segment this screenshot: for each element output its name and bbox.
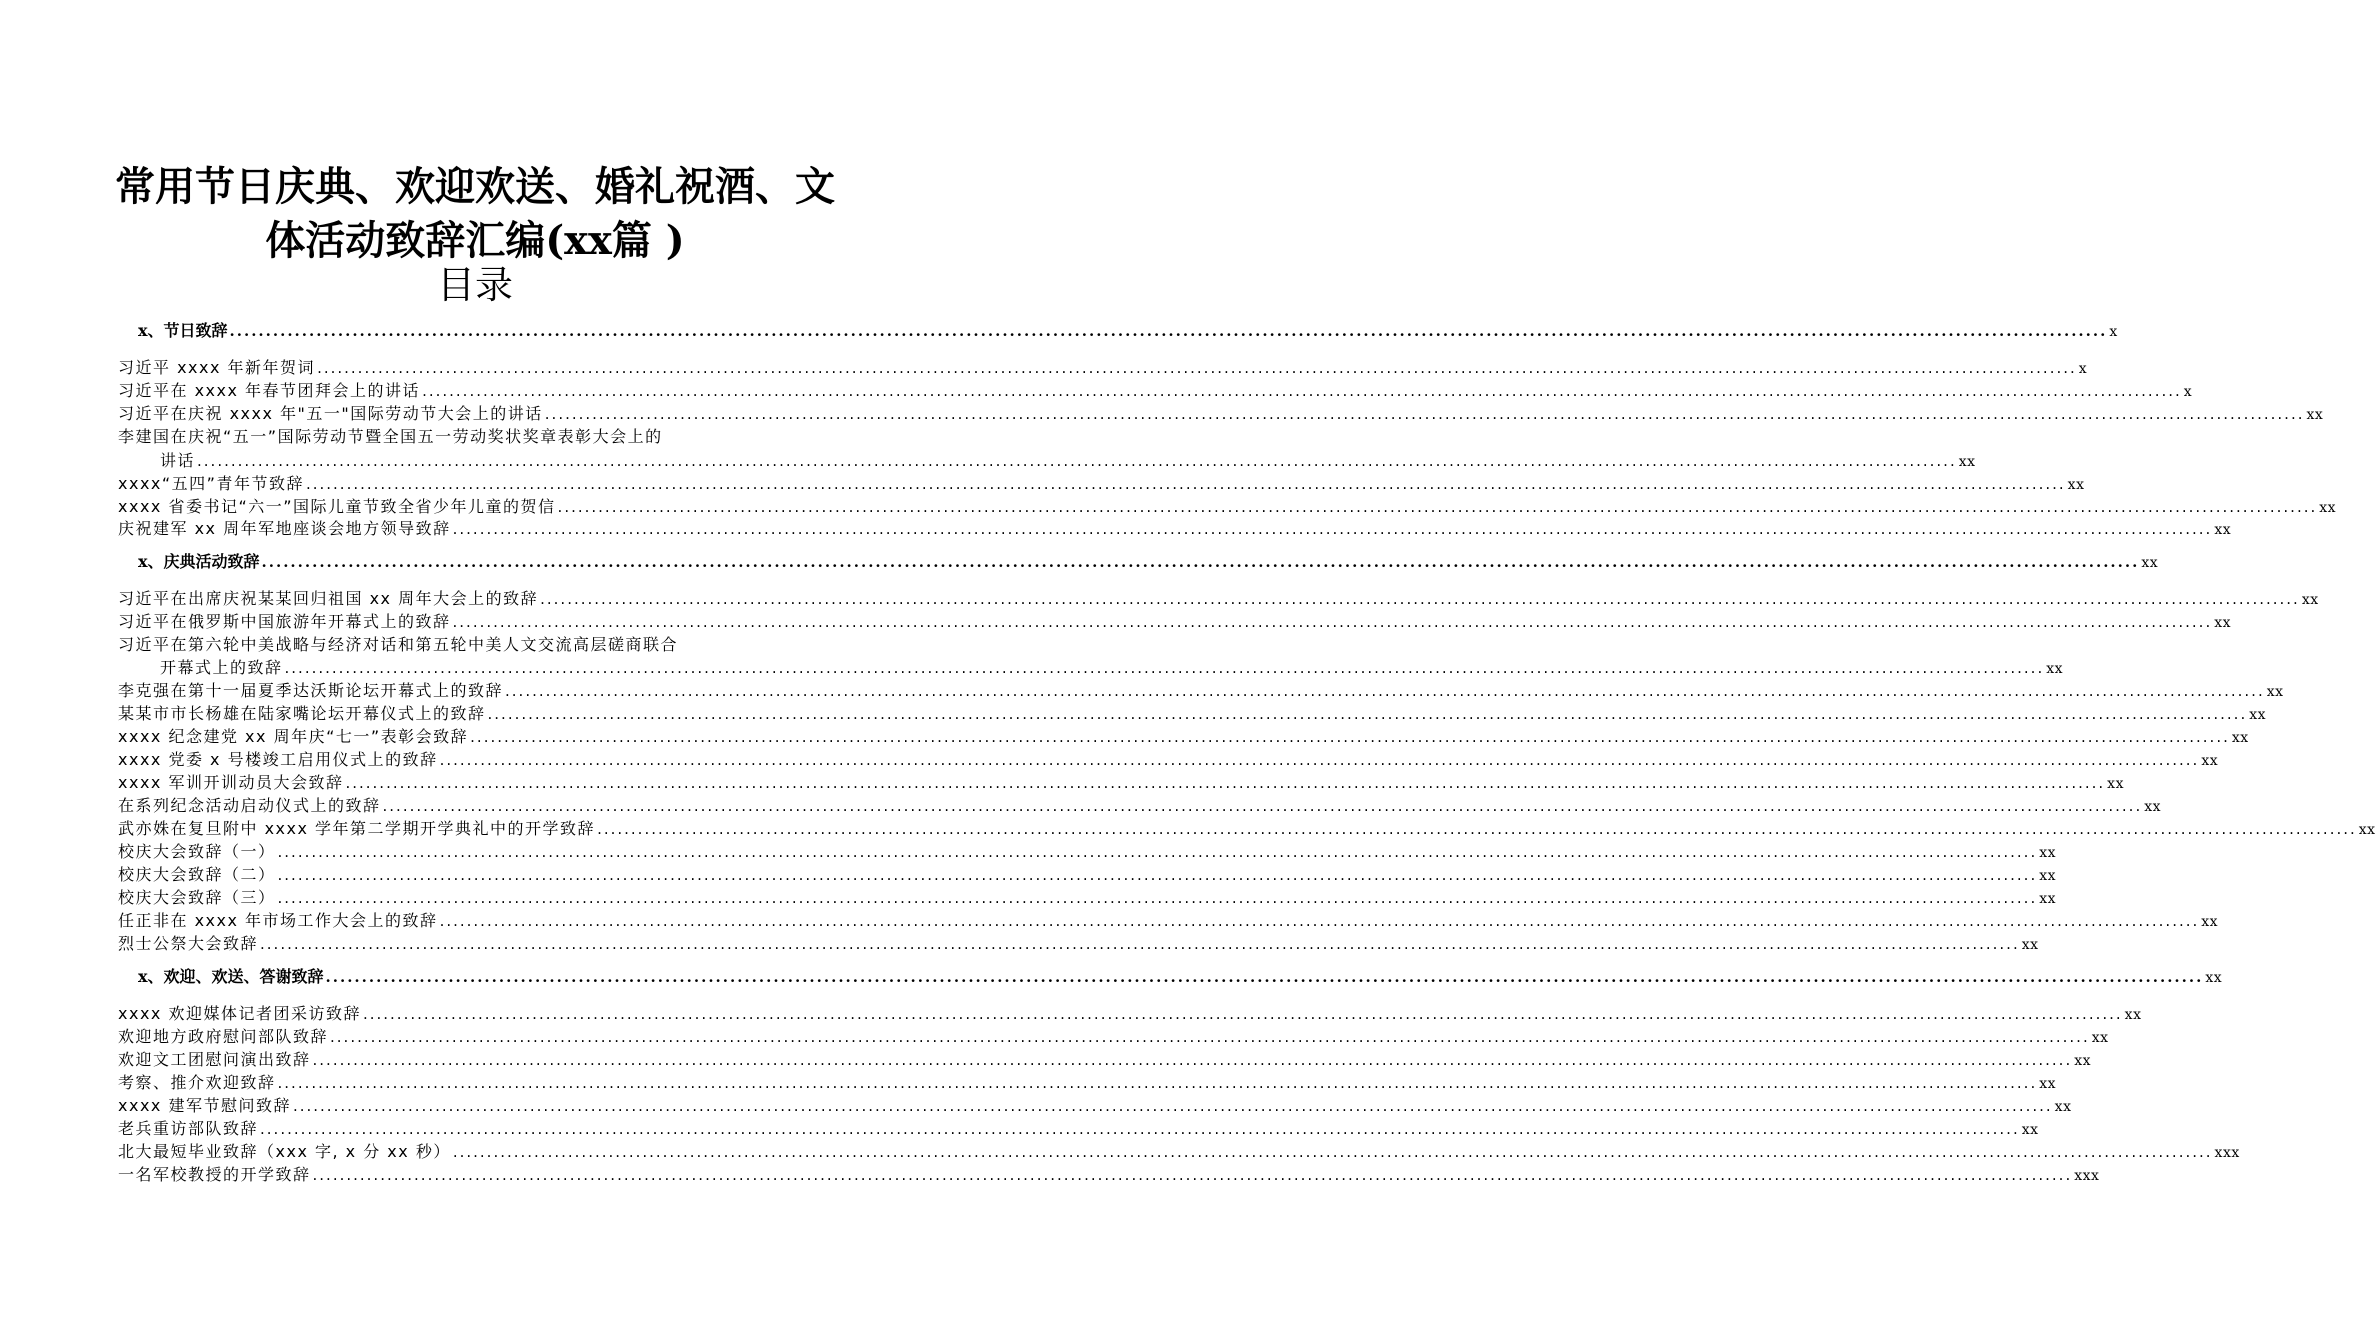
toc-entry[interactable]: [118, 516, 2232, 539]
toc-entry-label: 习近平在庆祝 xxxx 年"五一"国际劳动节大会上的讲话: [118, 404, 543, 423]
toc-entry-label: 李克强在第十一届夏季达沃斯论坛开幕式上的致辞: [118, 681, 504, 700]
toc-dot-leader: ....................................................................................................................................................................................................................................................................: [540, 590, 2300, 608]
toc-entry-label: 习近平在出席庆祝某某回归祖国 xx 周年大会上的致辞: [118, 589, 539, 608]
toc-dot-leader: ....................................................................................................................................................................................................................................................................: [277, 866, 2038, 884]
toc-page-number: x: [2078, 361, 2088, 377]
toc-entry[interactable]: [118, 908, 2219, 931]
toc-dot-leader: ....................................................................................................................................................................................................................................................................: [261, 553, 2140, 571]
toc-entry-label: 欢迎文工团慰问演出致辞: [118, 1050, 311, 1069]
toc-dot-leader: ....................................................................................................................................................................................................................................................................: [260, 935, 2020, 953]
toc-entry[interactable]: [118, 701, 2267, 724]
toc-entry-label: 校庆大会致辞（二）: [118, 865, 276, 884]
toc-entry[interactable]: [118, 494, 2337, 517]
toc-dot-leader: ....................................................................................................................................................................................................................................................................: [305, 475, 2066, 493]
toc-page-number: xx: [2067, 477, 2085, 493]
toc-dot-leader: ....................................................................................................................................................................................................................................................................: [292, 1097, 2053, 1115]
toc-dot-leader: ....................................................................................................................................................................................................................................................................: [439, 912, 2200, 930]
toc-entry-label: 任正非在 xxxx 年市场工作大会上的致辞: [118, 911, 438, 930]
toc-entry[interactable]: [118, 1162, 2100, 1185]
toc-dot-leader: ....................................................................................................................................................................................................................................................................: [312, 1051, 2073, 1069]
toc-dot-leader: ....................................................................................................................................................................................................................................................................: [325, 968, 2204, 986]
toc-entry-label: xxxx 纪念建党 xx 周年庆“七一”表彰会致辞: [118, 727, 469, 746]
toc-dot-leader: ....................................................................................................................................................................................................................................................................: [330, 1028, 2090, 1046]
toc-entry-continuation[interactable]: [160, 655, 2064, 678]
toc-entry[interactable]: [118, 609, 2232, 632]
toc-page-number: xx: [2201, 914, 2219, 930]
toc-dot-leader: ....................................................................................................................................................................................................................................................................: [439, 751, 2200, 769]
toc-page-number: xx: [2107, 776, 2124, 792]
toc-page-number: xx: [2091, 1030, 2109, 1046]
document-title-line-1: 常用节日庆典、欢迎欢送、婚礼祝酒、文: [115, 163, 835, 210]
toc-entry[interactable]: [118, 770, 2124, 793]
toc-entry-label: 在系列纪念活动启动仪式上的致辞: [118, 796, 381, 815]
toc-entry[interactable]: [118, 1001, 2142, 1024]
toc-dot-leader: ....................................................................................................................................................................................................................................................................: [505, 682, 2265, 700]
toc-entry-label: xxxx 党委 x 号楼竣工启用仪式上的致辞: [118, 750, 438, 769]
toc-page-number: xx: [2046, 661, 2064, 677]
toc-dot-leader: ....................................................................................................................................................................................................................................................................: [382, 797, 2143, 815]
toc-dot-leader: ....................................................................................................................................................................................................................................................................: [345, 774, 2106, 792]
toc-page-number: x: [2109, 324, 2118, 340]
toc-entry-label: 李建国在庆祝“五一”国际劳动节暨全国五一劳动奖状奖章表彰大会上的: [118, 427, 663, 446]
toc-entry-label: xxxx 欢迎媒体记者团采访致辞: [118, 1004, 361, 1023]
toc-dot-leader: ....................................................................................................................................................................................................................................................................: [597, 820, 2357, 838]
toc-section-heading[interactable]: [138, 318, 2118, 342]
toc-page-number: xx: [2021, 937, 2039, 953]
toc-dot-leader: ....................................................................................................................................................................................................................................................................: [470, 728, 2230, 746]
toc-dot-leader: ....................................................................................................................................................................................................................................................................: [229, 322, 2108, 340]
toc-page-number: xx: [2266, 684, 2284, 700]
toc-entry[interactable]: [118, 1047, 2092, 1070]
toc-entry[interactable]: [118, 816, 2376, 839]
toc-dot-leader: ....................................................................................................................................................................................................................................................................: [487, 705, 2248, 723]
toc-page-number: xx: [2358, 822, 2376, 838]
toc-page-number: xx: [2214, 615, 2232, 631]
toc-entry[interactable]: [118, 839, 2057, 862]
toc-entry-label: x、庆典活动致辞: [138, 552, 260, 571]
toc-page-number: xx: [2249, 707, 2267, 723]
toc-page-number: xx: [2301, 592, 2319, 608]
toc-entry-label: xxxx 建军节慰问致辞: [118, 1096, 291, 1115]
toc-page-number: xxx: [2214, 1145, 2240, 1161]
toc-dot-leader: ....................................................................................................................................................................................................................................................................: [452, 1143, 2213, 1161]
toc-entry[interactable]: [118, 1116, 2039, 1139]
toc-entry-label: 某某市市长杨雄在陆家嘴论坛开幕仪式上的致辞: [118, 704, 486, 723]
toc-page-number: xx: [2214, 522, 2232, 538]
toc-dot-leader: ....................................................................................................................................................................................................................................................................: [260, 1120, 2020, 1138]
toc-dot-leader: ....................................................................................................................................................................................................................................................................: [277, 889, 2038, 907]
toc-entry-label: 习近平在 xxxx 年春节团拜会上的讲话: [118, 381, 421, 400]
toc-entry[interactable]: [118, 678, 2284, 701]
toc-page-number: xx: [2039, 1076, 2057, 1092]
toc-page-number: xxx: [2074, 1168, 2100, 1184]
toc-page-number: xx: [2306, 407, 2324, 423]
toc-entry-label: 开幕式上的致辞: [160, 658, 283, 677]
toc-entry[interactable]: [118, 1139, 2240, 1162]
toc-entry-label: 习近平 xxxx 年新年贺词: [118, 358, 316, 377]
toc-entry-label: 欢迎地方政府慰问部队致辞: [118, 1027, 329, 1046]
toc-dot-leader: ....................................................................................................................................................................................................................................................................: [312, 1166, 2073, 1184]
toc-entry[interactable]: [118, 632, 833, 655]
toc-page-number: xx: [2231, 730, 2249, 746]
toc-page-number: xx: [1958, 454, 1976, 470]
toc-dot-leader: ....................................................................................................................................................................................................................................................................: [317, 359, 2077, 377]
toc-entry-continuation[interactable]: [160, 448, 1976, 471]
toc-dot-leader: ....................................................................................................................................................................................................................................................................: [277, 843, 2038, 861]
toc-page-number: xx: [2039, 868, 2057, 884]
toc-entry-label: 考察、推介欢迎致辞: [118, 1073, 276, 1092]
toc-page-number: xx: [2205, 970, 2223, 986]
toc-page-number: xx: [2039, 845, 2057, 861]
toc-entry[interactable]: [118, 1070, 2057, 1093]
toc-page-number: xx: [2201, 753, 2219, 769]
toc-entry-label: x、节日致辞: [138, 321, 228, 340]
toc-dot-leader: ....................................................................................................................................................................................................................................................................: [197, 452, 1957, 470]
toc-page-number: x: [2183, 384, 2193, 400]
toc-entry[interactable]: [118, 862, 2057, 885]
toc-page-number: xx: [2074, 1053, 2092, 1069]
toc-page-number: xx: [2124, 1007, 2142, 1023]
toc-entry[interactable]: [118, 586, 2319, 609]
toc-entry[interactable]: [118, 747, 2219, 770]
toc-dot-leader: ....................................................................................................................................................................................................................................................................: [544, 405, 2305, 423]
toc-entry-label: 武亦姝在复旦附中 xxxx 学年第二学期开学典礼中的开学致辞: [118, 819, 596, 838]
toc-entry-label: 庆祝建军 xx 周年军地座谈会地方领导致辞: [118, 519, 451, 538]
toc-entry-label: 习近平在第六轮中美战略与经济对话和第五轮中美人文交流高层磋商联合: [118, 635, 679, 654]
toc-dot-leader: ....................................................................................................................................................................................................................................................................: [557, 498, 2318, 516]
toc-entry[interactable]: [118, 793, 2162, 816]
toc-section-heading[interactable]: [138, 549, 2159, 573]
toc-page-number: xx: [2039, 891, 2057, 907]
toc-entry[interactable]: [118, 931, 2039, 954]
toc-heading: 目录: [436, 263, 513, 307]
toc-entry[interactable]: [118, 1093, 2072, 1116]
toc-entry-label: 北大最短毕业致辞（xxx 字, x 分 xx 秒）: [118, 1142, 451, 1161]
toc-entry-label: 老兵重访部队致辞: [118, 1119, 259, 1138]
toc-entry-label: 烈士公祭大会致辞: [118, 934, 259, 953]
toc-page-number: xx: [2144, 799, 2162, 815]
toc-page-number: xx: [2141, 555, 2159, 571]
toc-entry[interactable]: [118, 378, 2193, 401]
toc-entry[interactable]: [118, 355, 2088, 378]
toc-dot-leader: ....................................................................................................................................................................................................................................................................: [277, 1074, 2038, 1092]
toc-section-heading[interactable]: [138, 964, 2223, 988]
toc-dot-leader: ....................................................................................................................................................................................................................................................................: [452, 520, 2213, 538]
toc-entry[interactable]: [118, 424, 833, 447]
toc-dot-leader: ....................................................................................................................................................................................................................................................................: [362, 1005, 2123, 1023]
toc-entry-label: xxxx 军训开训动员大会致辞: [118, 773, 344, 792]
toc-entry-label: 一名军校教授的开学致辞: [118, 1165, 311, 1184]
toc-entry[interactable]: [118, 401, 2324, 424]
toc-entry[interactable]: [118, 885, 2057, 908]
toc-entry-label: 校庆大会致辞（一）: [118, 842, 276, 861]
toc-entry-label: 校庆大会致辞（三）: [118, 888, 276, 907]
toc-entry-label: x、欢迎、欢送、答谢致辞: [138, 967, 324, 986]
toc-entry[interactable]: [118, 724, 2249, 747]
toc-page-number: xx: [2054, 1099, 2072, 1115]
toc-entry-label: 习近平在俄罗斯中国旅游年开幕式上的致辞: [118, 612, 451, 631]
toc-entry-label: xxxx 省委书记“六一”国际儿童节致全省少年儿童的贺信: [118, 497, 556, 516]
toc-entry[interactable]: [118, 1024, 2109, 1047]
toc-dot-leader: ....................................................................................................................................................................................................................................................................: [452, 613, 2213, 631]
toc-entry-label: xxxx“五四”青年节致辞: [118, 474, 304, 493]
toc-entry-label: 讲话: [160, 451, 196, 470]
toc-entry[interactable]: [118, 471, 2085, 494]
toc-page-number: xx: [2319, 500, 2337, 516]
document-title-line-2: 体活动致辞汇编(xx篇 ): [265, 217, 685, 264]
toc-page-number: xx: [2021, 1122, 2039, 1138]
toc-dot-leader: ....................................................................................................................................................................................................................................................................: [284, 659, 2045, 677]
toc-dot-leader: ....................................................................................................................................................................................................................................................................: [422, 382, 2182, 400]
